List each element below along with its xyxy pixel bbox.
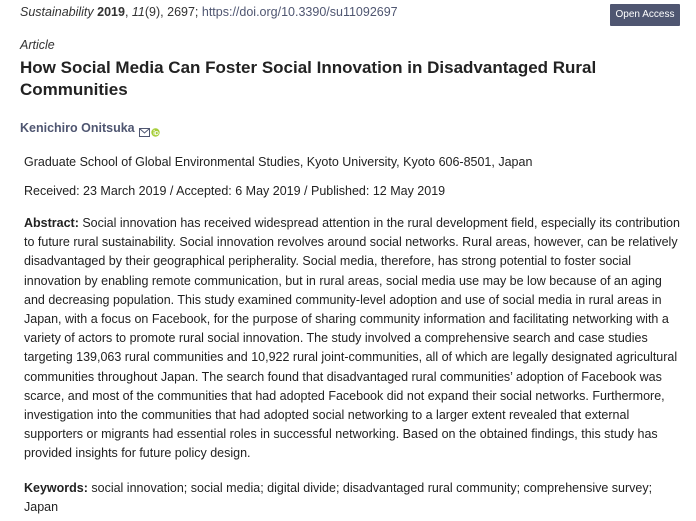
abstract-label: Abstract: xyxy=(24,216,79,230)
keywords-label: Keywords: xyxy=(24,481,88,495)
publication-dates: Received: 23 March 2019 / Accepted: 6 May 2019 / Published: 12 May 2019 xyxy=(24,184,446,198)
journal-name: Sustainability xyxy=(20,5,94,19)
citation-volume: 11 xyxy=(131,5,145,19)
citation-year: 2019 xyxy=(97,5,125,19)
affiliation: Graduate School of Global Environmental Studies, Kyoto University, Kyoto 606-8501, Japan xyxy=(24,155,533,169)
citation-issue-pages: (9), 2697; xyxy=(144,5,202,19)
doi-link[interactable]: https://doi.org/10.3390/su11092697 xyxy=(201,5,398,19)
keywords xyxy=(24,479,684,517)
citation-line: Sustainability 2019, 11(9), 2697; https://doi.org/10.3390/su11092697 xyxy=(20,5,398,19)
mail-icon[interactable] xyxy=(139,124,150,133)
article-title: How Social Media Can Foster Social Innovation in Disadvantaged Rural Communities xyxy=(20,58,597,99)
keywords-text: social innovation; social media; digital divide; disadvantaged rural community; comprehensive survey; Japan xyxy=(24,481,653,515)
orcid-icon[interactable] xyxy=(151,124,160,133)
author-row xyxy=(20,121,160,135)
author-name[interactable]: Kenichiro Onitsuka xyxy=(20,121,135,135)
abstract-text: Social innovation has received widespread attention in the rural development field, especially its contribution to future rural sustainability. Social innovation revolves around social networks. Rural areas, however, can be relatively disadvantaged by their geographical peripherality. Social media, therefore, has strong potential to foster social innovation by enabling remote communication, but in rural areas, social media use may be low because of an aging and decreasing population. This study examined community-level adoption and use of social media in rural areas in Japan, with a focus on Facebook, for the purpose of sharing community information and facilitating networking with a variety of actors to promote rural social innovation. The study involved a comprehensive search and case studies targeting 139,063 rural communities and 10,922 rural joint-communities, all of which are legally designated agricultural communities throughout Japan. The search found that disadvantaged rural communities’ adoption of Facebook was scarce, and most of the communities that had adopted Facebook did not expand their social networks. Furthermore, investigation into the communities that had adopted social networking to a larger extent revealed that external supporters or migrants had essential roles in successful networking. Based on the obtained findings, this study has provided insights for future policy design. xyxy=(24,216,680,461)
abstract xyxy=(24,214,684,464)
open-access-badge[interactable]: Open Access xyxy=(610,4,680,26)
article-type: Article xyxy=(20,38,55,52)
